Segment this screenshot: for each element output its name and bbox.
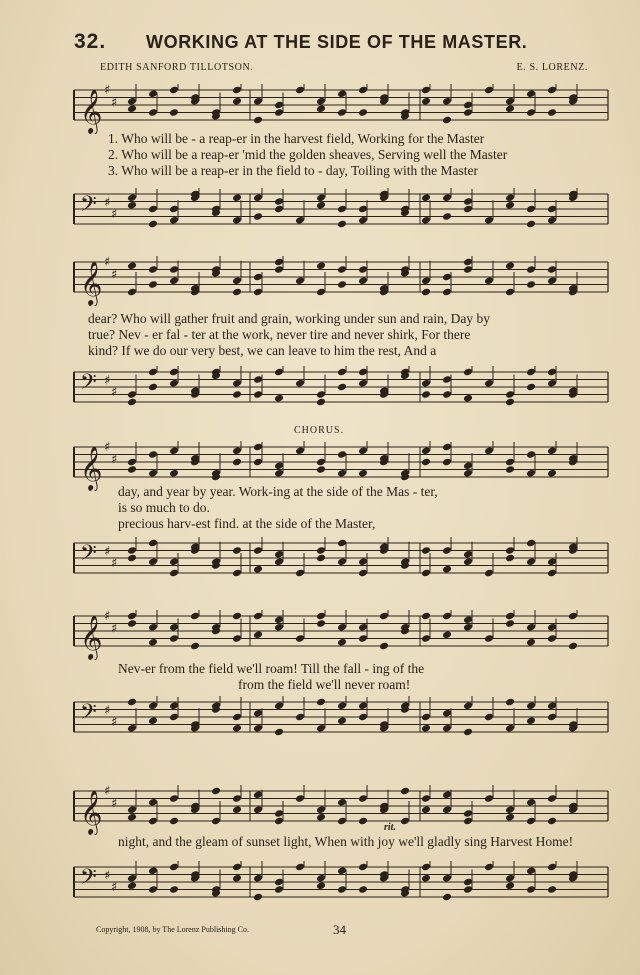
note-head <box>505 881 515 890</box>
note-head <box>337 220 347 229</box>
bass-clef-icon: 𝄢 <box>80 700 97 730</box>
treble-clef-icon: 𝄞 <box>80 615 103 659</box>
sharp-icon: ♯ <box>104 84 111 98</box>
note-head <box>232 805 242 814</box>
note-head <box>547 108 557 117</box>
sharp-icon: ♯ <box>111 267 118 283</box>
bass-staff <box>70 696 610 746</box>
note-head <box>127 465 137 474</box>
note-head <box>421 805 431 814</box>
note-head <box>127 201 137 210</box>
sharp-icon: ♯ <box>111 796 118 812</box>
note-head <box>127 698 137 707</box>
bass-staff <box>70 188 610 238</box>
lyric-line-verse-1: dear? Who will gather fruit and grain, working under sun and rain, Day by <box>88 311 491 326</box>
sharp-icon: ♯ <box>104 610 111 624</box>
treble-staff <box>70 84 610 134</box>
note-head <box>505 465 515 474</box>
note-head <box>127 104 137 113</box>
lyric-line-verse-1: 1. Who will be - a reap-er in the harvest field, Working for the Master <box>108 131 485 146</box>
note-head <box>127 554 137 563</box>
chorus-label: CHORUS. <box>294 425 345 436</box>
note-head <box>547 885 557 894</box>
lyric-line-verse-2: is so much to do. <box>118 500 210 515</box>
note-head <box>316 698 326 707</box>
note-head <box>274 394 284 403</box>
music-system-2 <box>70 250 610 430</box>
note-head <box>127 619 137 628</box>
note-head <box>526 280 536 289</box>
treble-clef-icon: 𝄞 <box>80 89 103 133</box>
sharp-icon: ♯ <box>104 785 111 799</box>
sharp-icon: ♯ <box>104 868 111 884</box>
note-head <box>253 893 263 902</box>
note-head <box>337 383 347 392</box>
note-head <box>421 288 431 297</box>
note-head <box>505 398 515 407</box>
lyric-line-verse-3: 3. Who will be a reap-er in the field to - day, Toiling with the Master <box>108 163 478 178</box>
sharp-icon: ♯ <box>111 879 118 895</box>
sharp-icon: ♯ <box>104 544 111 560</box>
words-credit: EDITH SANFORD TILLOTSON. <box>100 62 254 73</box>
note-head <box>253 565 263 574</box>
note-head <box>337 280 347 289</box>
sharp-icon: ♯ <box>104 256 111 270</box>
music-system-3 <box>70 425 610 595</box>
page-number: 34 <box>333 922 346 937</box>
note-head <box>442 630 452 639</box>
copyright-notice: Copyright, 1908, by The Lorenz Publishing Co. <box>96 925 249 934</box>
bass-clef-icon: 𝄢 <box>80 192 97 222</box>
note-head <box>358 817 368 826</box>
sharp-icon: ♯ <box>111 384 118 400</box>
note-head <box>316 554 326 563</box>
note-head <box>526 220 536 229</box>
sharp-icon: ♯ <box>111 714 118 730</box>
note-head <box>505 201 515 210</box>
note-head <box>505 554 515 563</box>
note-head <box>505 698 515 707</box>
sharp-icon: ♯ <box>111 452 118 468</box>
note-head <box>400 787 410 796</box>
lyric-line-verse-1: day, and year by year. Work-ing at the side of the Mas - ter, <box>118 484 438 499</box>
note-head <box>253 212 263 221</box>
treble-clef-icon: 𝄞 <box>80 790 103 834</box>
note-head <box>148 638 158 647</box>
note-head <box>169 108 179 117</box>
note-head <box>148 716 158 725</box>
note-head <box>148 280 158 289</box>
note-head <box>232 724 242 733</box>
note-head <box>358 885 368 894</box>
note-head <box>379 642 389 651</box>
hymn-number: 32. <box>74 30 107 53</box>
note-head <box>547 817 557 826</box>
note-head <box>526 716 536 725</box>
note-head <box>358 108 368 117</box>
lyric-line-verse-2: from the field we'll never roam! <box>238 677 411 692</box>
note-head <box>526 638 536 647</box>
sharp-icon: ♯ <box>111 206 118 222</box>
bass-staff <box>70 366 610 416</box>
bass-staff <box>70 537 610 587</box>
sharp-icon: ♯ <box>111 555 118 571</box>
note-head <box>232 874 242 883</box>
note-head <box>421 458 431 467</box>
note-head <box>505 813 515 822</box>
note-head <box>169 817 179 826</box>
sharp-icon: ♯ <box>104 373 111 389</box>
note-head <box>316 398 326 407</box>
lyric-line-verse-1: night, and the gleam of sunset light, When with joy we'll gladly sing Harvest Home! <box>118 834 574 849</box>
treble-clef-icon: 𝄞 <box>80 261 103 305</box>
note-head <box>358 469 368 478</box>
sharp-icon: ♯ <box>104 441 111 455</box>
sharp-icon: ♯ <box>111 95 118 111</box>
note-head <box>568 642 578 651</box>
treble-staff <box>70 785 610 835</box>
note-head <box>421 724 431 733</box>
lyric-line-verse-2: 2. Who will be a reap-er 'mid the golden sheaves, Serving well the Master <box>108 147 508 162</box>
note-head <box>316 201 326 210</box>
lyric-line-verse-2: true? Nev - er fal - ter at the work, never tire and never shirk, For there <box>88 327 471 342</box>
note-head <box>274 728 284 737</box>
note-head <box>232 97 242 106</box>
note-head <box>148 383 158 392</box>
note-head <box>463 728 473 737</box>
note-head <box>127 881 137 890</box>
music-system-4 <box>70 600 610 770</box>
note-head <box>253 116 263 125</box>
note-head <box>316 104 326 113</box>
sharp-icon: ♯ <box>104 703 111 719</box>
note-head <box>190 642 200 651</box>
note-head <box>442 565 452 574</box>
hymn-title: WORKING AT THE SIDE OF THE MASTER. <box>146 32 528 52</box>
note-head <box>316 813 326 822</box>
note-head <box>505 261 515 270</box>
note-head <box>421 97 431 106</box>
treble-clef-icon: 𝄞 <box>80 446 103 490</box>
note-head <box>442 893 452 902</box>
bass-clef-icon: 𝄢 <box>80 865 97 895</box>
note-head <box>442 212 452 221</box>
note-head <box>442 116 452 125</box>
lyric-line-verse-3: precious harv-est find. at the side of the Master, <box>118 516 376 531</box>
bass-clef-icon: 𝄢 <box>80 370 97 400</box>
treble-staff <box>70 610 610 660</box>
note-head <box>316 465 326 474</box>
note-head <box>211 787 221 796</box>
note-head <box>316 881 326 890</box>
note-head <box>127 813 137 822</box>
note-head <box>421 390 431 399</box>
music-credit: E. S. LORENZ. <box>516 62 588 73</box>
note-head <box>505 619 515 628</box>
treble-staff <box>70 256 610 306</box>
sharp-icon: ♯ <box>111 621 118 637</box>
note-head <box>253 630 263 639</box>
sharp-icon: ♯ <box>104 195 111 211</box>
note-head <box>463 394 473 403</box>
note-head <box>547 469 557 478</box>
note-head <box>526 383 536 392</box>
note-head <box>337 716 347 725</box>
note-head <box>169 885 179 894</box>
bass-staff <box>70 861 610 911</box>
note-head <box>232 390 242 399</box>
note-head <box>421 874 431 883</box>
music-system-1 <box>70 80 610 250</box>
note-head <box>505 104 515 113</box>
note-head <box>127 261 137 270</box>
note-head <box>232 288 242 297</box>
note-head <box>127 398 137 407</box>
note-head <box>232 458 242 467</box>
note-head <box>337 638 347 647</box>
note-head <box>169 469 179 478</box>
note-head <box>148 220 158 229</box>
lyric-line-verse-1: Nev-er from the field we'll roam! Till the fall - ing of the <box>118 661 425 676</box>
bass-clef-icon: 𝄢 <box>80 541 97 571</box>
ritardando-marking: rit. <box>384 822 396 833</box>
note-head <box>316 619 326 628</box>
lyric-line-verse-3: kind? If we do our very best, we can leave to him the rest, And a <box>88 343 437 358</box>
music-system-5 <box>70 765 610 925</box>
note-head <box>316 261 326 270</box>
